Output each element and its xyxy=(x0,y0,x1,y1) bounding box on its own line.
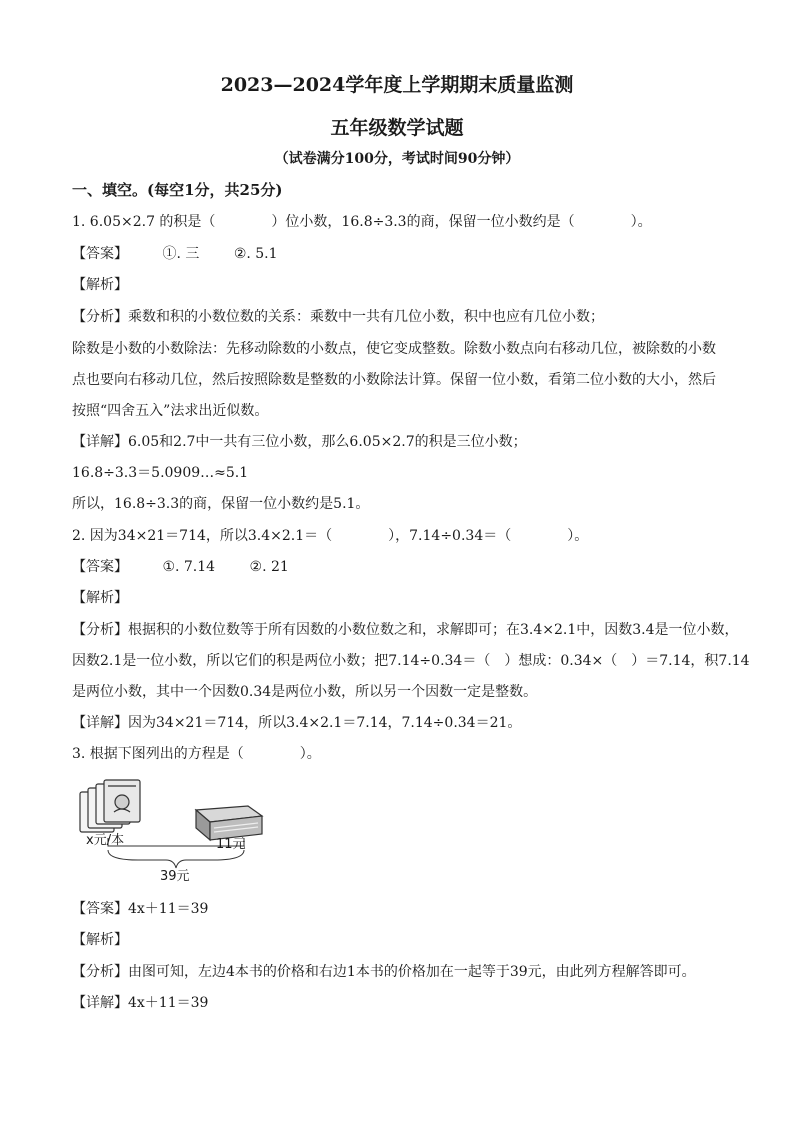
single-book-icon xyxy=(196,806,262,840)
q1-detail-3: 所以，16.8÷3.3的商，保留一位小数约是5.1。 xyxy=(72,496,370,512)
detail-text: 6.05和2.7中一共有三位小数，那么6.05×2.7的积是三位小数； xyxy=(128,434,527,450)
q3-fenxi-1 xyxy=(72,962,732,982)
q1-fenxi-3: 点也要向右移动几位，然后按照除数是整数的小数除法计算。保留一位小数，看第二位小数的大小，然后 xyxy=(72,372,716,388)
q1-fenxi-4: 按照“四舍五入”法求出近似数。 xyxy=(72,403,269,419)
answer-label: 【答案】 xyxy=(72,559,128,575)
q3-analysis-label: 【解析】 xyxy=(72,932,128,948)
detail-label: 【详解】 xyxy=(72,434,128,450)
q1-detail-1 xyxy=(72,432,732,452)
detail-label: 【详解】 xyxy=(72,715,128,731)
fenxi-label: 【分析】 xyxy=(72,622,128,638)
q3-question: 3. 根据下图列出的方程是（ ）。 xyxy=(72,746,321,762)
answer-2: ②. 5.1 xyxy=(233,246,278,262)
q1-fenxi-2: 除数是小数的小数除法：先移动除数的小数点，使它变成整数。除数小数点向右移动几位，被除数的小数 xyxy=(72,341,716,357)
q1-analysis-label: 【解析】 xyxy=(72,277,128,293)
detail-text: 4x＋11＝39 xyxy=(128,995,209,1011)
brace-bottom xyxy=(108,850,244,868)
total-label: 39元 xyxy=(160,869,190,884)
q2-fenxi-3: 是两位小数，其中一个因数0.34是两位小数，所以另一个因数一定是整数。 xyxy=(72,684,538,700)
q3-answer xyxy=(72,899,732,919)
q1-answer xyxy=(72,244,732,264)
q2-detail-1 xyxy=(72,713,732,733)
right-label: 11元 xyxy=(216,837,246,852)
answer-label: 【答案】 xyxy=(72,246,128,262)
q1-fenxi-1 xyxy=(72,307,732,327)
detail-text: 因为34×21＝714，所以3.4×2.1＝7.14，7.14÷0.34＝21。 xyxy=(128,715,522,731)
q2-fenxi-2: 因数2.1是一位小数，所以它们的积是两位小数；把7.14÷0.34＝（ ）想成：0.34×（ ）＝7.14，积7.14 xyxy=(72,653,750,669)
exam-note: （试卷满分100分，考试时间90分钟） xyxy=(274,151,520,167)
answer-1: ①. 7.14 xyxy=(162,559,216,575)
fenxi-text: 根据积的小数位数等于所有因数的小数位数之和，求解即可；在3.4×2.1中，因数3.4是一位小数， xyxy=(128,622,739,638)
book-stack-icon xyxy=(80,780,140,832)
answer-1: 4x＋11＝39 xyxy=(128,901,209,917)
answer-label: 【答案】 xyxy=(72,901,128,917)
q1-question: 1. 6.05×2.7 的积是（ ）位小数，16.8÷3.3的商，保留一位小数约是（ ）。 xyxy=(72,214,652,230)
answer-2: ②. 21 xyxy=(249,559,289,575)
q1-detail-2: 16.8÷3.3＝5.0909…≈5.1 xyxy=(72,465,249,481)
answer-1: ①. 三 xyxy=(162,246,200,262)
fenxi-text: 乘数和积的小数位数的关系：乘数中一共有几位小数，积中也应有几位小数； xyxy=(128,309,604,325)
exam-title: 2023—2024学年度上学期期末质量监测 xyxy=(220,74,574,96)
q2-analysis-label: 【解析】 xyxy=(72,590,128,606)
books-figure xyxy=(78,778,268,888)
q3-figure xyxy=(78,778,268,888)
fenxi-text: 由图可知，左边4本书的价格和右边1本书的价格加在一起等于39元，由此列方程解答即可。 xyxy=(128,964,696,980)
left-label: x元/本 xyxy=(86,833,125,848)
fenxi-label: 【分析】 xyxy=(72,964,128,980)
q2-question: 2. 因为34×21＝714，所以3.4×2.1＝（ ），7.14÷0.34＝（ ）。 xyxy=(72,528,589,544)
q2-fenxi-1 xyxy=(72,620,739,640)
q2-answer xyxy=(72,557,732,577)
section-heading: 一、填空。(每空1分，共25分) xyxy=(72,181,283,199)
detail-label: 【详解】 xyxy=(72,995,128,1011)
q3-detail-1 xyxy=(72,993,732,1013)
exam-subtitle: 五年级数学试题 xyxy=(330,117,464,139)
fenxi-label: 【分析】 xyxy=(72,309,128,325)
